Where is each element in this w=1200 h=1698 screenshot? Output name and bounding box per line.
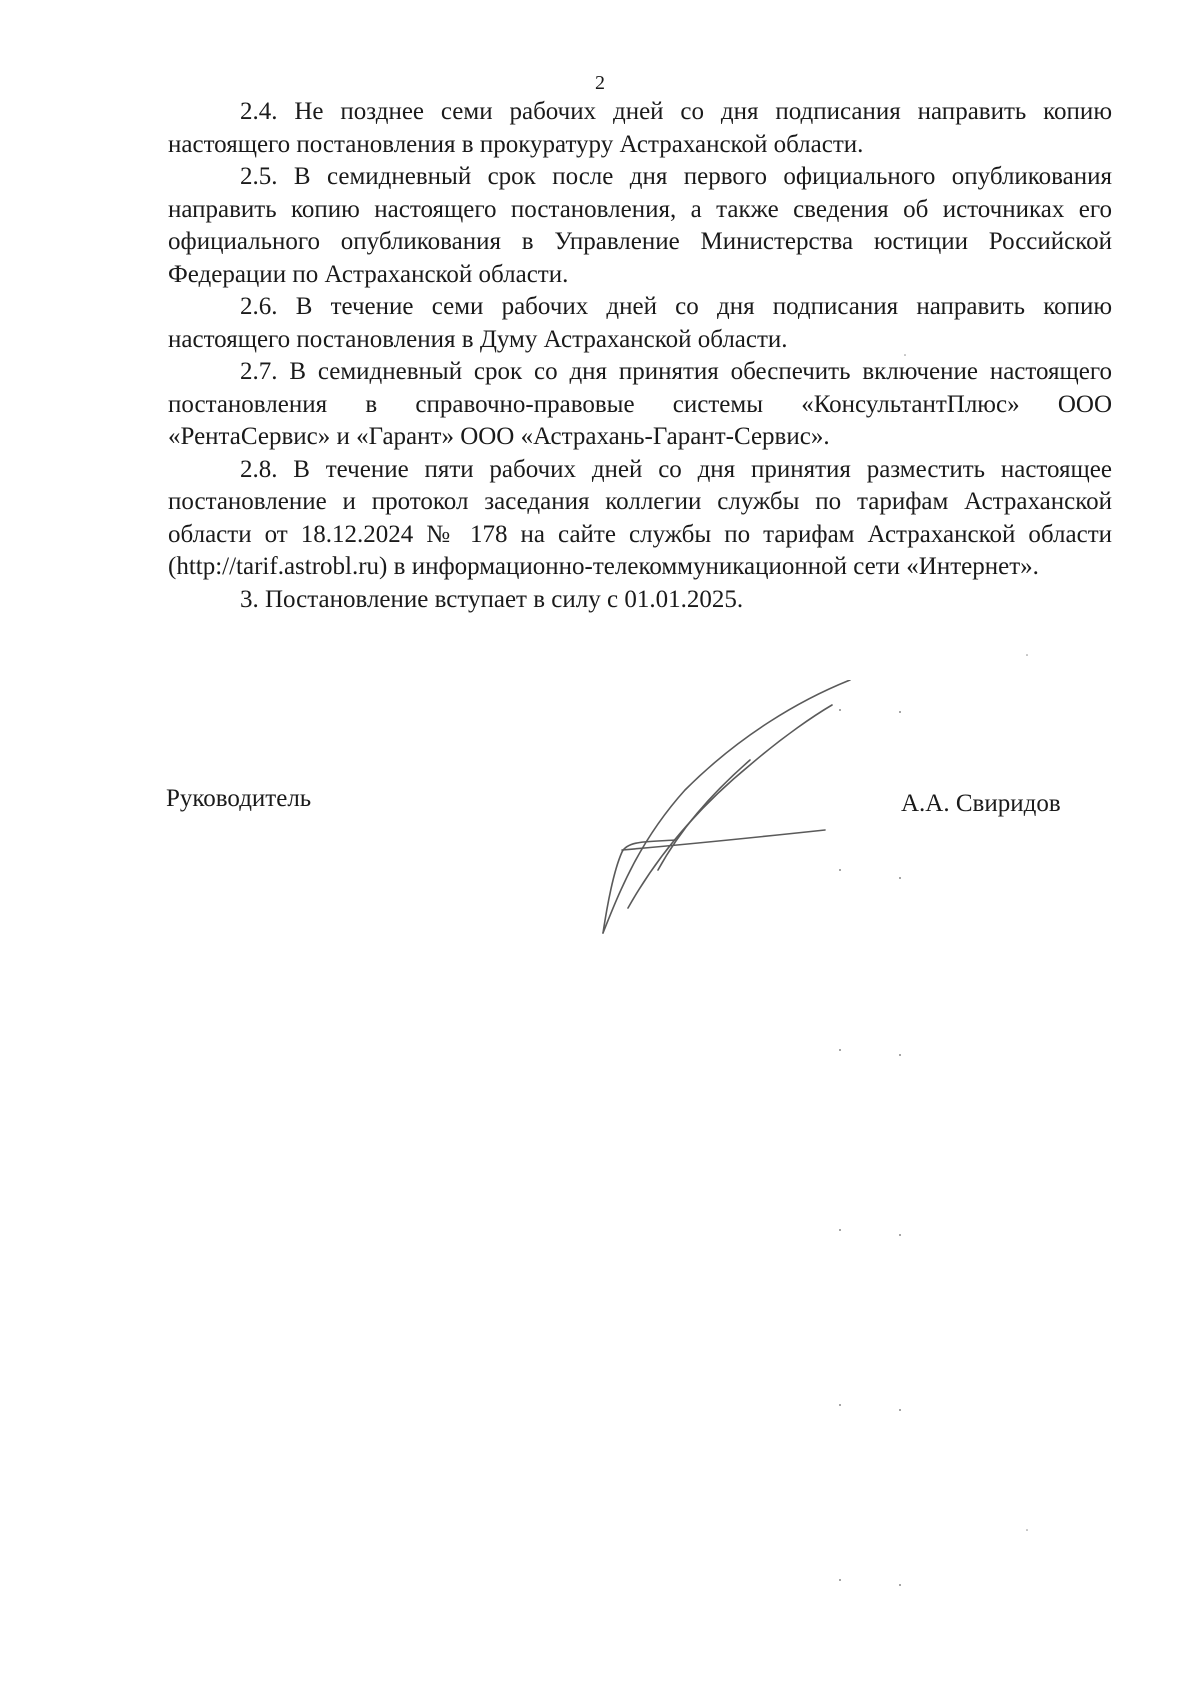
paragraph-2-4: 2.4. Не позднее семи рабочих дней со дня подписания направить копию настоящего постановления в прокуратуру Астраханской области.: [168, 98, 1112, 158]
paragraph-2-5: 2.5. В семидневный срок после дня первого официального опубликования направить копию настоящего постановления, а также сведения об источниках его официального опубликования в Управление Министерства юстиции Российской Федерации по Астраханской области.: [168, 163, 1112, 288]
signatory-title: Руководитель: [166, 785, 312, 812]
paragraph-2-8: 2.8. В течение пяти рабочих дней со дня принятия разместить настоящее постановление и протокол заседания коллегии службы по тарифам Астраханской области от 18.12.2024 № 178 на сайте службы по тарифам Астраханской области (http://tarif.astrobl.ru) в информационно-телекоммуникационной сети «Интернет».: [168, 455, 1112, 580]
signatory-name: А.А. Свиридов: [901, 790, 1061, 817]
paragraph-2-7: 2.7. В семидневный срок со дня принятия обеспечить включение настоящего постановления в справочно-правовые системы «КонсультантПлюс» ООО «РентаСервис» и «Гарант» ООО «Астрахань-Гарант-Сервис».: [168, 358, 1112, 450]
page-number: 2: [595, 72, 605, 94]
paragraph-3: 3. Постановление вступает в силу с 01.01.2025.: [240, 585, 744, 613]
paragraph-2-6: 2.6. В течение семи рабочих дней со дня подписания направить копию настоящего постановления в Думу Астраханской области.: [168, 293, 1112, 353]
document-body: [168, 96, 1112, 616]
signature-block: [166, 783, 1086, 823]
